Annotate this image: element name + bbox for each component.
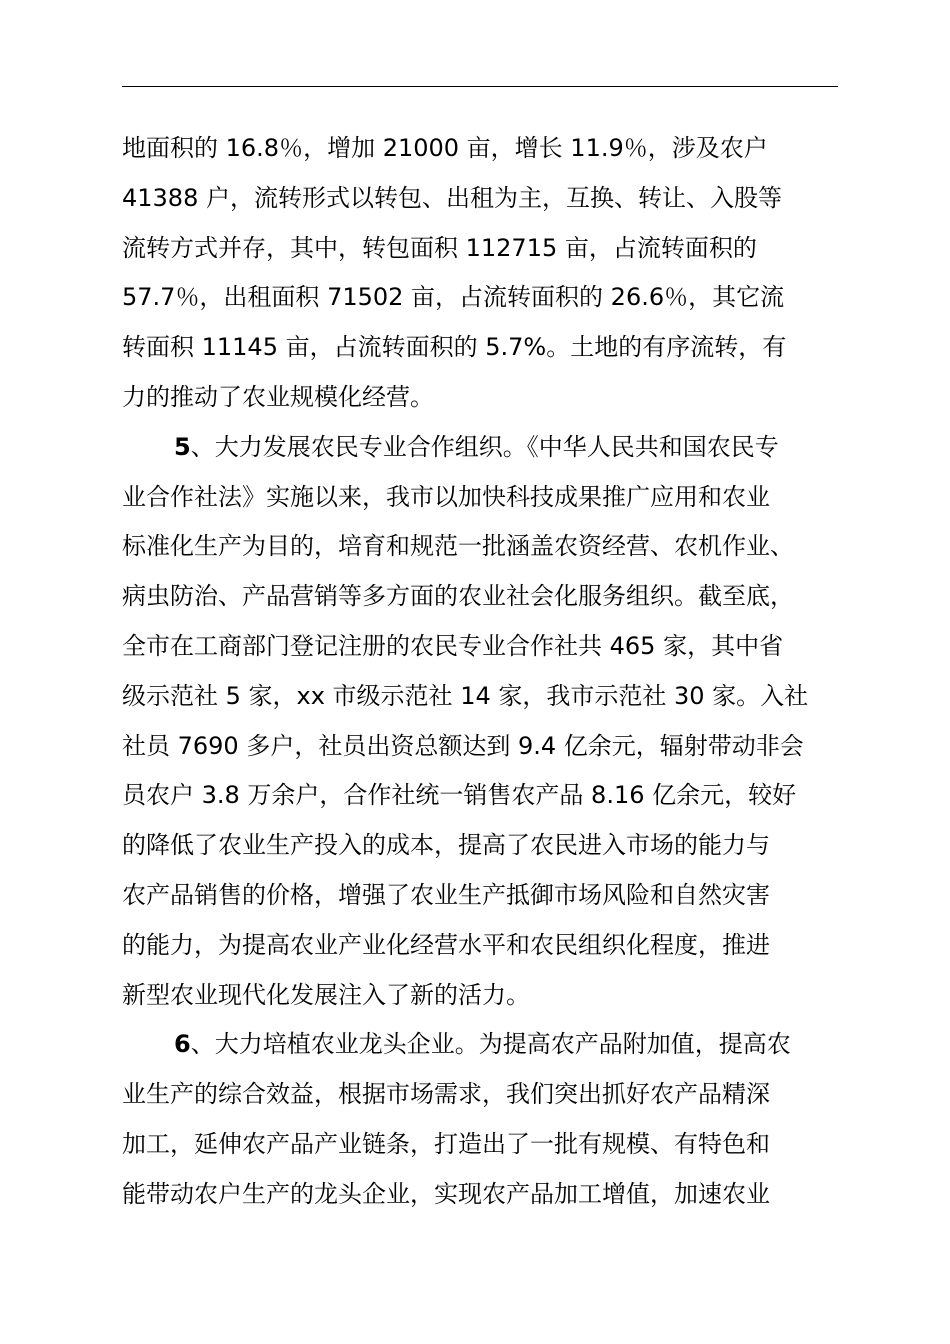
document-body: [122, 124, 838, 1220]
text-line: 能带动农户生产的龙头企业，实现农产品加工增值，加速农业: [122, 1179, 770, 1208]
text-line: 全市在工商部门登记注册的农民专业合作社共 465 家，其中省: [122, 631, 784, 660]
text-line: 社员 7690 多户，社员出资总额达到 9.4 亿余元，辐射带动非会: [122, 731, 804, 760]
text-line: 业生产的综合效益，根据市场需求，我们突出抓好农产品精深: [122, 1080, 770, 1109]
header-rule: [122, 86, 838, 87]
text-line: 新型农业现代化发展注入了新的活力。: [122, 980, 530, 1009]
paragraph-land-transfer: [122, 124, 838, 423]
text-line: 员农户 3.8 万余户，合作社统一销售农产品 8.16 亿余元，较好: [122, 781, 797, 810]
text-line: 41388 户，流转形式以转包、出租为主，互换、转让、入股等: [122, 183, 782, 212]
text-line: 标准化生产为目的，培育和规范一批涵盖农资经营、农机作业、: [122, 532, 794, 561]
text-line: 加工，延伸农产品产业链条，打造出了一批有规模、有特色和: [122, 1129, 770, 1158]
section-number: 5: [174, 432, 191, 461]
section-heading-line: [122, 1020, 838, 1070]
text-line: 57.7％，出租面积 71502 亩，占流转面积的 26.6％，其它流: [122, 283, 785, 312]
text-line: 农产品销售的价格，增强了农业生产抵御市场风险和自然灾害: [122, 880, 770, 909]
text-line: 病虫防治、产品营销等多方面的农业社会化服务组织。截至底，: [122, 582, 794, 611]
text-line: 的能力，为提高农业产业化经营水平和农民组织化程度，推进: [122, 930, 770, 959]
paragraph-cooperatives: [122, 423, 838, 1021]
section-heading-text: 、大力发展农民专业合作组织。《中华人民共和国农民专: [190, 432, 779, 461]
text-line: 地面积的 16.8％，增加 21000 亩，增长 11.9％，涉及农户: [122, 134, 768, 162]
text-line: 业合作社法》实施以来，我市以加快科技成果推广应用和农业: [122, 482, 770, 511]
text-line: 力的推动了农业规模化经营。: [122, 382, 434, 411]
text-line: 级示范社 5 家，xx 市级示范社 14 家，我市示范社 30 家。入社: [122, 681, 809, 710]
text-line: 转面积 11145 亩，占流转面积的 5.7%。土地的有序流转，有: [122, 333, 787, 362]
paragraph-leading-enterprises: [122, 1020, 838, 1219]
section-number: 6: [174, 1030, 191, 1059]
text-line: 流转方式并存，其中，转包面积 112715 亩，占流转面积的: [122, 233, 757, 262]
text-line: 的降低了农业生产投入的成本，提高了农民进入市场的能力与: [122, 831, 770, 860]
section-heading-line: [122, 423, 838, 473]
section-heading-text: 、大力培植农业龙头企业。为提高农产品附加值，提高农: [190, 1030, 791, 1059]
